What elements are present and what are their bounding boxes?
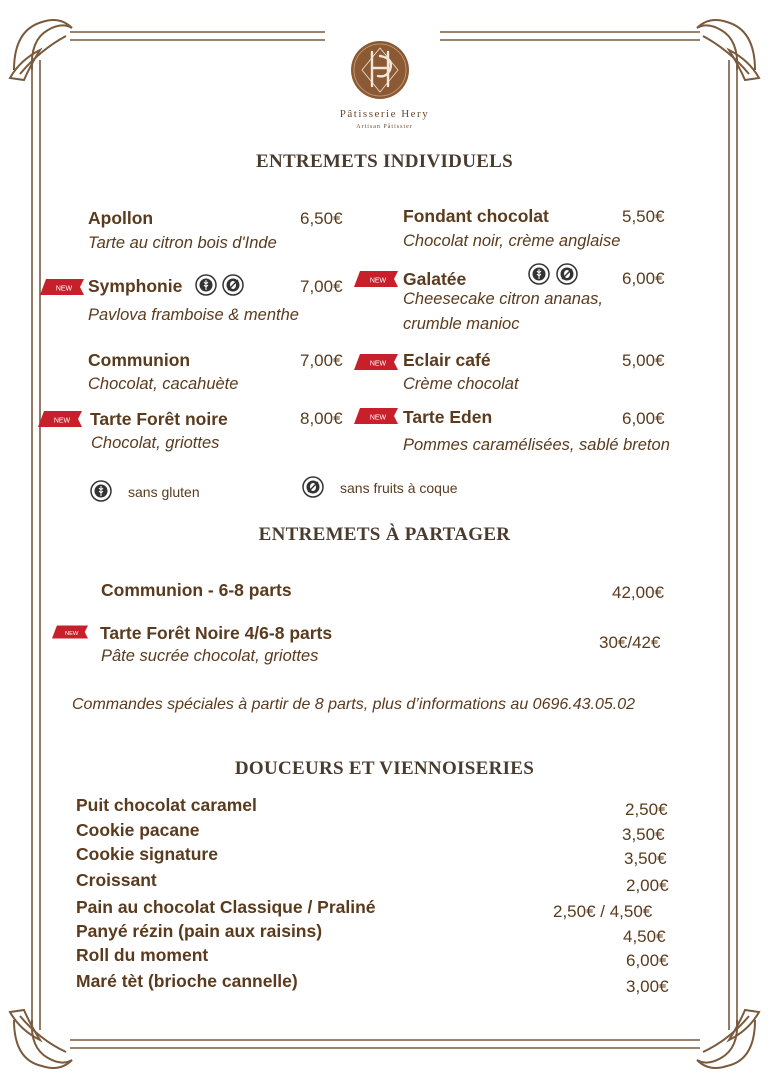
brand-name: Pâtisserie Hery [339,108,430,120]
gluten-free-icon [90,480,112,502]
nut-free-icon [222,274,244,296]
item-price: 2,50€ [625,800,668,819]
item-description: Chocolat, cacahuète [88,375,239,393]
gluten-free-icon [528,263,550,285]
item-description: Chocolat noir, crème anglaise [403,232,621,250]
item-description: Pommes caramélisées, sablé breton [403,436,670,454]
item-name: Tarte Forêt noire [90,409,228,429]
item-name: Croissant [76,870,157,890]
item-description: Crème chocolat [403,375,519,393]
item-price: 2,50€ / 4,50€ [553,902,653,921]
new-label: NEW [369,277,387,285]
item-price: 6,00€ [622,409,665,428]
item-description: Cheesecake citron ananas, [403,290,603,308]
section-title-partager: ENTREMETS À PARTAGER [258,524,511,545]
item-name: Cookie signature [76,844,218,864]
item-description-line2: crumble manioc [403,315,520,333]
new-badge [354,408,398,424]
legend-gluten-free: sans gluten [128,484,200,500]
new-label: NEW [64,630,79,637]
item-price: 8,00€ [300,409,343,428]
new-label: NEW [369,360,387,368]
item-name: Symphonie [88,276,183,296]
legend-nut-free: sans fruits à coque [340,480,458,496]
item-price: 7,00€ [300,277,343,296]
item-description: Chocolat, griottes [91,434,220,452]
new-badge [354,354,398,370]
gluten-free-icon [195,274,217,296]
item-name: Tarte Forêt Noire 4/6-8 parts [100,623,333,643]
section-title-douceurs: DOUCEURS ET VIENNOISERIES [234,758,535,779]
item-name: Communion [88,350,191,370]
item-price: 3,50€ [622,825,665,844]
brand-subtitle: Artisan Pâtissier [356,124,413,130]
nut-free-icon [302,476,324,498]
section-title-individuels: ENTREMETS INDIVIDUELS [255,151,514,172]
special-order-note: Commandes spéciales à partir de 8 parts, plus d’informations au 0696.43.05.02 [72,696,635,713]
new-badge [40,279,84,295]
item-price: 6,50€ [300,209,343,228]
item-name: Tarte Eden [403,407,493,427]
item-price: 2,00€ [626,876,669,895]
item-price: 5,50€ [622,207,665,226]
item-name: Apollon [88,208,154,228]
new-label: NEW [55,285,73,293]
item-name: Puit chocolat caramel [76,795,257,815]
item-price: 3,00€ [626,977,669,996]
item-price: 7,00€ [300,351,343,370]
item-price: 6,00€ [626,951,669,970]
item-name: Communion - 6-8 parts [101,580,292,600]
item-description: Tarte au citron bois d'Inde [88,234,277,252]
item-price: 6,00€ [622,269,665,288]
new-badge [52,625,88,639]
item-price: 4,50€ [623,927,666,946]
hp-monogram-logo [350,40,410,100]
item-price: 30€/42€ [599,633,661,652]
new-badge [354,271,398,287]
new-label: NEW [369,414,387,422]
new-badge [38,411,82,427]
item-name: Pain au chocolat Classique / Praliné [76,897,376,917]
item-price: 42,00€ [612,583,664,602]
item-name: Fondant chocolat [403,206,549,226]
item-description: Pâte sucrée chocolat, griottes [101,647,319,665]
item-name: Panyé rézin (pain aux raisins) [76,921,323,941]
item-name: Galatée [403,269,467,289]
nut-free-icon [556,263,578,285]
item-name: Maré tèt (brioche cannelle) [76,971,298,991]
item-description: Pavlova framboise & menthe [88,306,299,324]
new-label: NEW [53,417,71,425]
item-name: Eclair café [403,350,491,370]
item-name: Roll du moment [76,945,209,965]
item-name: Cookie pacane [76,820,200,840]
item-price: 5,00€ [622,351,665,370]
item-price: 3,50€ [624,849,667,868]
